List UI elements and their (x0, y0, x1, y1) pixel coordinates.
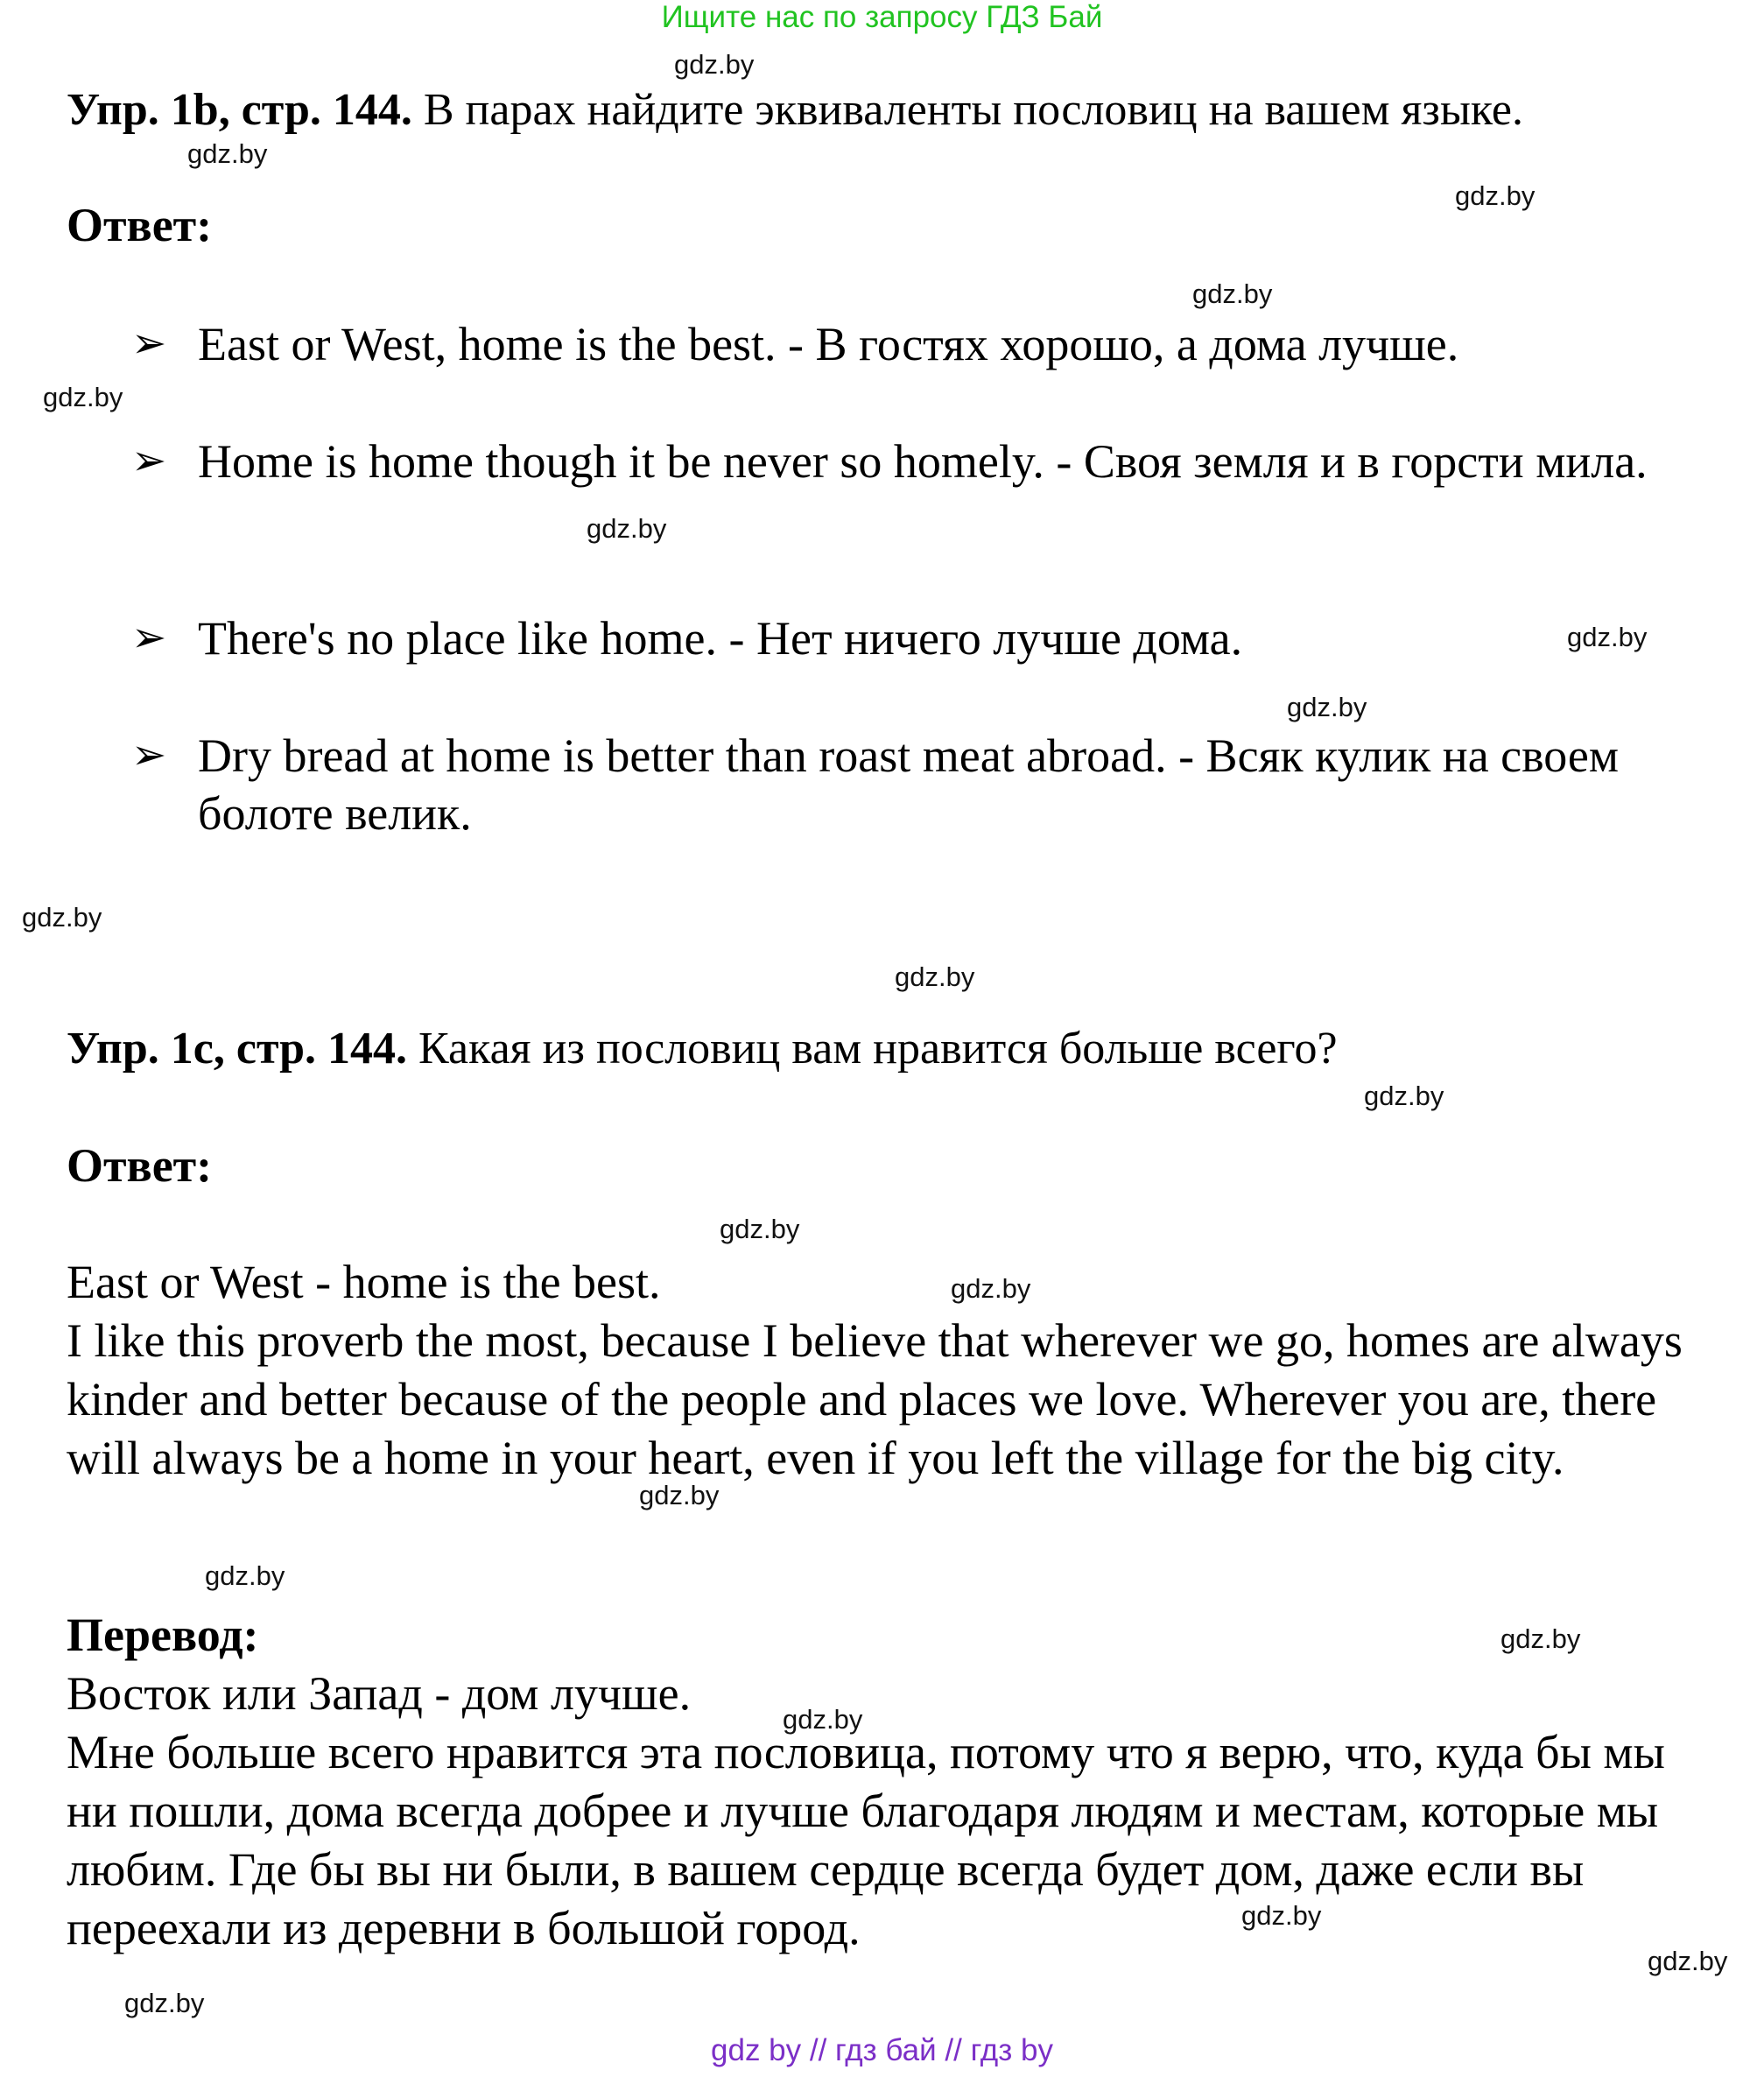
arrow-bullet-icon: ➢ (131, 320, 167, 367)
watermark: gdz.by (1455, 180, 1536, 211)
top-banner[interactable]: Ищите нас по запросу ГДЗ Бай (661, 0, 1103, 34)
exercise-1c-question: Какая из пословиц вам нравится больше всего? (418, 1024, 1338, 1074)
watermark: gdz.by (895, 961, 975, 992)
exercise-1b-answer-label: Ответ: (67, 199, 213, 251)
translation-title: Восток или Запад - дом лучше. (67, 1667, 692, 1720)
arrow-bullet-icon: ➢ (131, 615, 167, 661)
proverb-text: Dry bread at home is better than roast meat abroad. - Всяк кулик на своем болоте велик. (198, 729, 1620, 840)
answer-title: East or West - home is the best. (67, 1256, 661, 1308)
arrow-bullet-icon: ➢ (131, 732, 167, 778)
watermark: gdz.by (124, 1988, 205, 2018)
translation-paragraph: Мне больше всего нравится эта пословица, потому что я верю, что, куда бы мы ни пошли, дома всегда добрее и лучше благодаря людям и местам, которые мы любим. Где бы вы ни были, в вашем сердце всегда будет дом, даже если вы переехали из деревни в большой город. (67, 1726, 1665, 1954)
watermark: gdz.by (1287, 692, 1367, 722)
watermark: gdz.by (1500, 1623, 1581, 1654)
watermark: gdz.by (1567, 622, 1648, 652)
exercise-1c-heading (67, 1023, 1338, 1075)
watermark: gdz.by (1648, 1946, 1728, 1976)
proverb-text: Home is home though it be never so homely. - Своя земля и в горсти мила. (198, 435, 1648, 488)
watermark: gdz.by (1192, 278, 1273, 309)
watermark: gdz.by (674, 49, 755, 80)
proverb-text: East or West, home is the best. - В гостях хорошо, а дома лучше. (198, 318, 1459, 370)
arrow-bullet-icon: ➢ (131, 438, 167, 484)
exercise-1b-label: Упр. 1b, стр. 144. (67, 85, 412, 135)
watermark: gdz.by (1241, 1900, 1322, 1931)
translation-label: Перевод: (67, 1609, 259, 1661)
watermark: gdz.by (187, 138, 268, 169)
exercise-1b-heading (67, 84, 1523, 137)
watermark: gdz.by (720, 1214, 800, 1244)
watermark: gdz.by (22, 902, 102, 933)
exercise-1b-question: В парах найдите эквиваленты пословиц на вашем языке. (423, 85, 1523, 135)
watermark: gdz.by (43, 382, 123, 412)
exercise-1c-answer-label: Ответ: (67, 1139, 213, 1192)
exercise-1c-label: Упр. 1c, стр. 144. (67, 1024, 408, 1074)
footer-links[interactable]: gdz by // гдз бай // гдз by (711, 2033, 1053, 2067)
watermark: gdz.by (205, 1560, 285, 1591)
watermark: gdz.by (783, 1704, 863, 1735)
proverb-text: There's no place like home. - Нет ничего лучше дома. (198, 612, 1243, 665)
watermark: gdz.by (639, 1480, 720, 1510)
watermark: gdz.by (587, 513, 667, 544)
watermark: gdz.by (1364, 1081, 1444, 1111)
watermark: gdz.by (951, 1273, 1031, 1304)
answer-paragraph: I like this proverb the most, because I believe that wherever we go, homes are always kinder and better because of the people and places we love. Wherever you are, there will always be a home in your heart, even if you left the village for the big city. (67, 1314, 1683, 1484)
